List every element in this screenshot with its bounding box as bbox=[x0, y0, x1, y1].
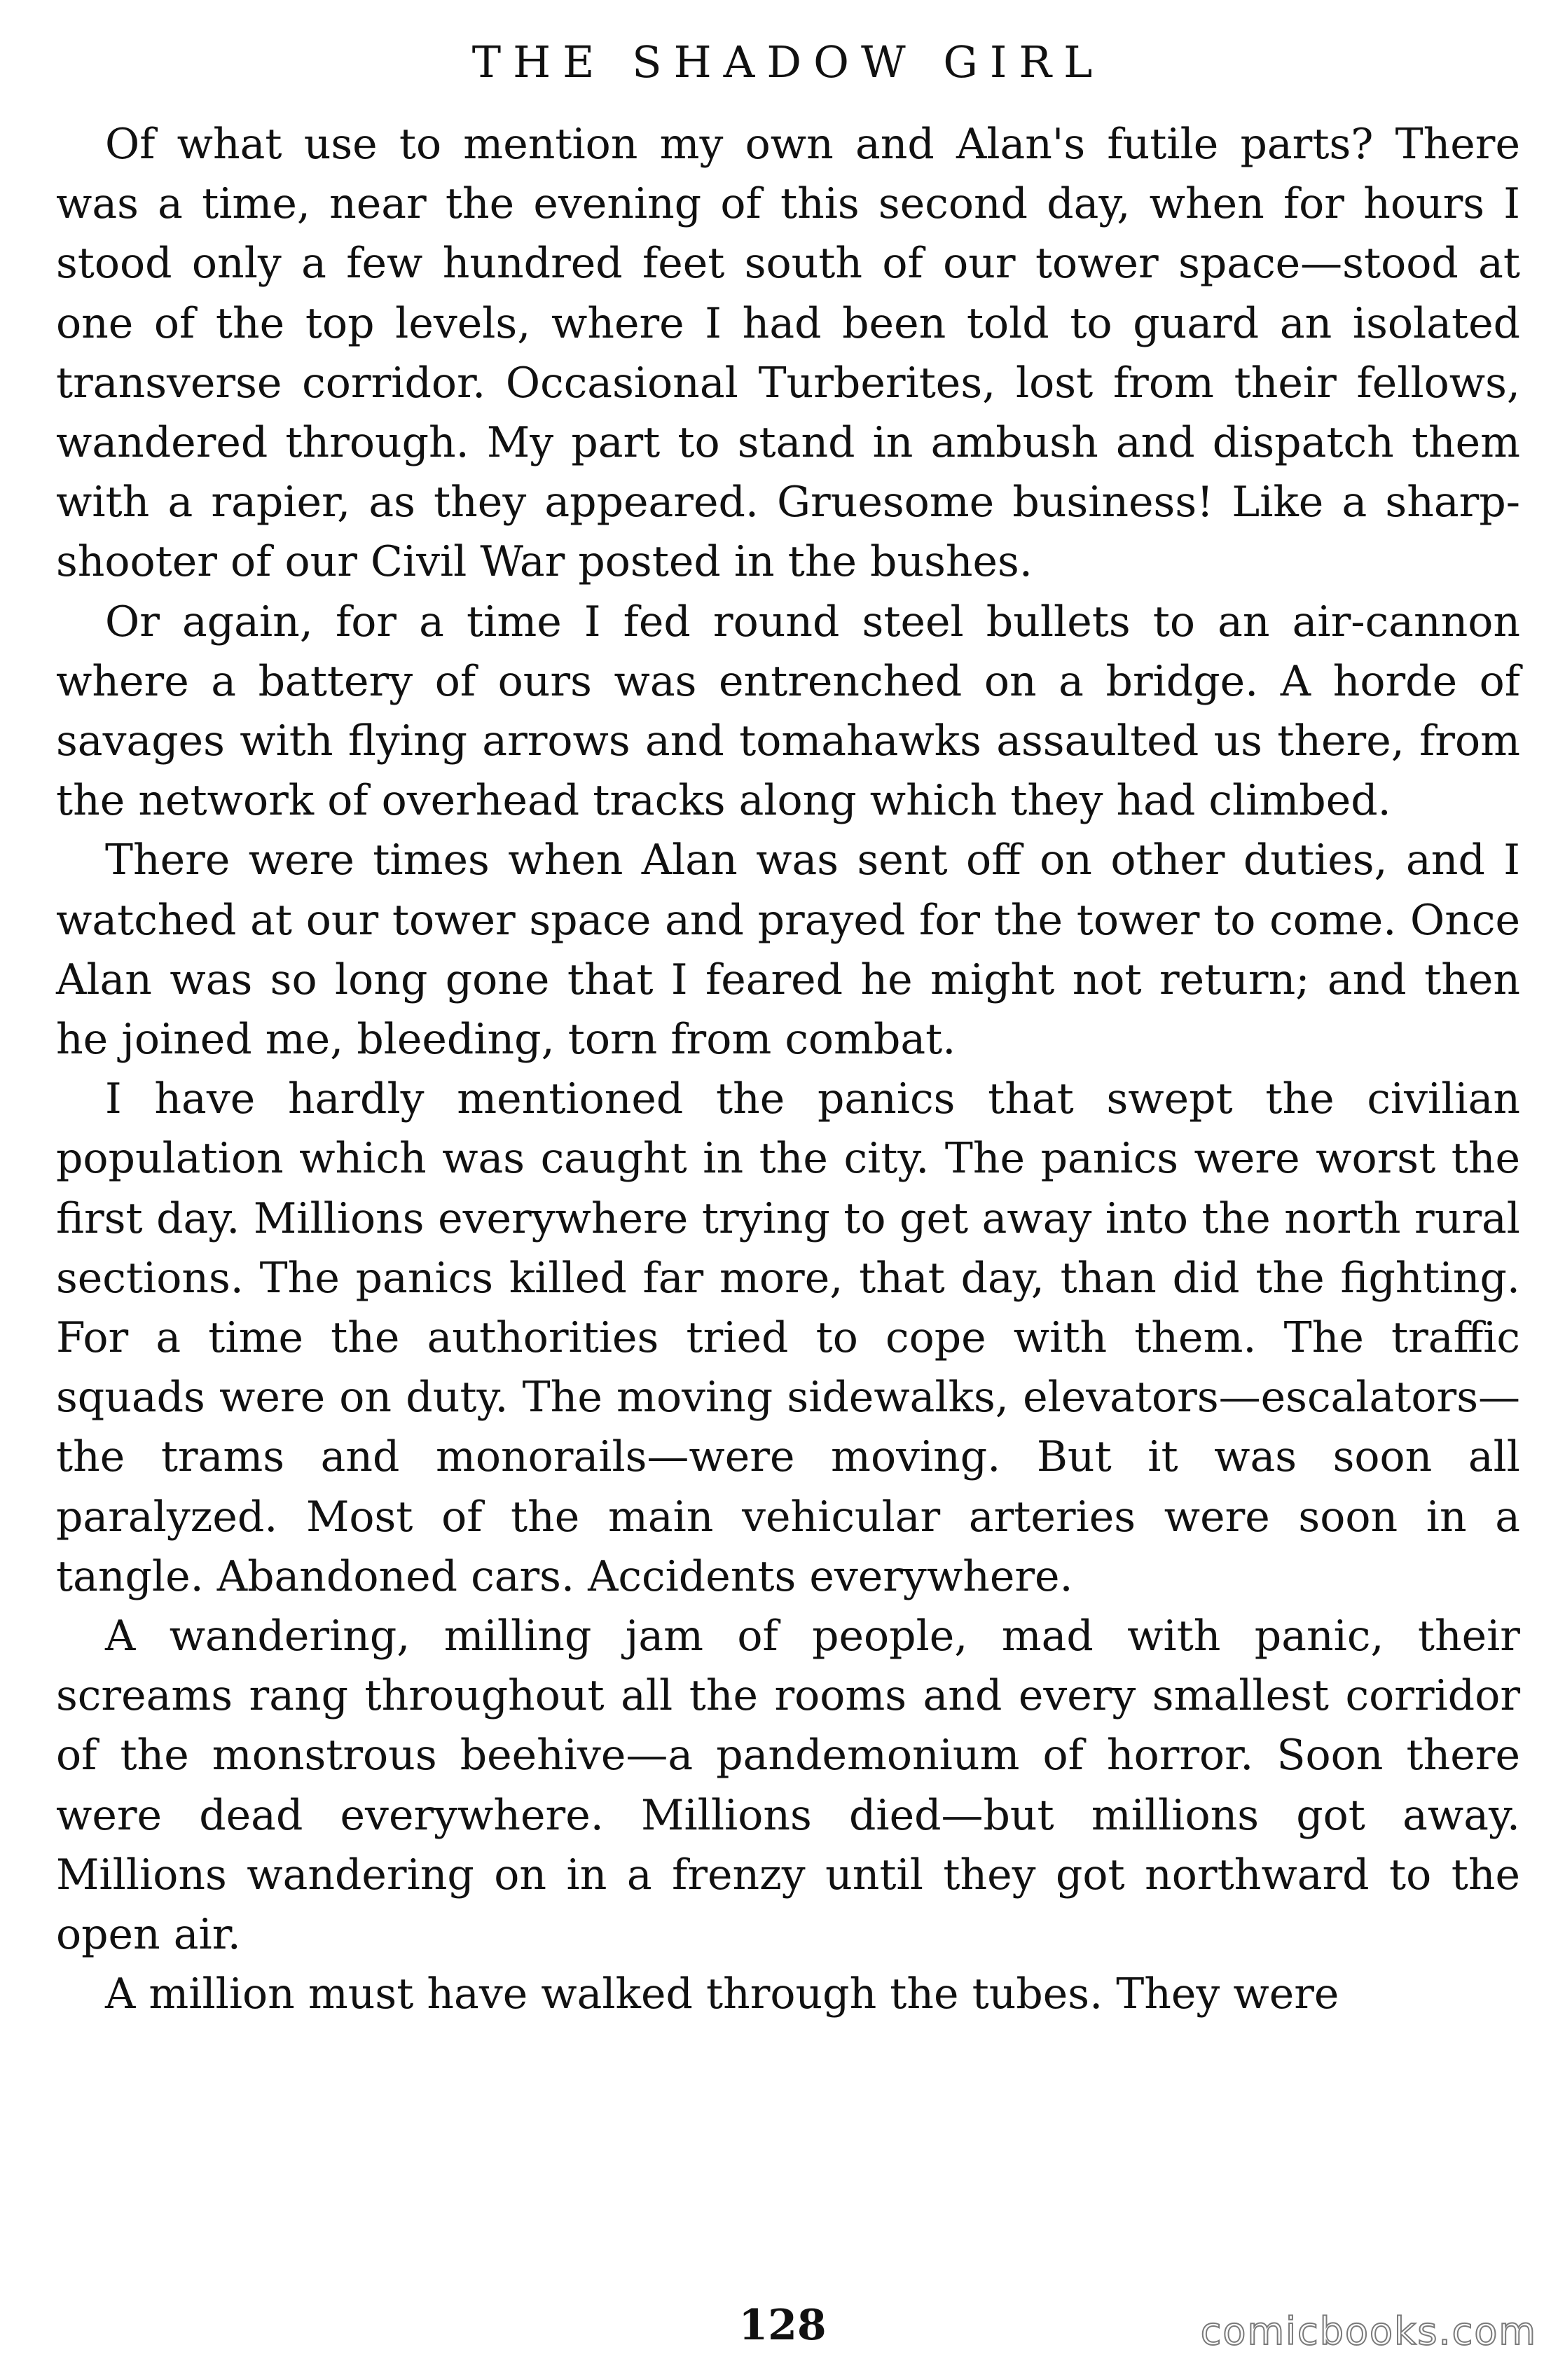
paragraph-4: I have hardly mentioned the panics that swept the civilian population which was caught in the city. The panics were worst the first day. Millions everywhere trying to get away into the north rural sections. The panics killed far more, that day, than did the fighting. For a time the authorities tried to cope with them. The traffic squads were on duty. The moving sidewalks, elevators—escalators—the trams and monorails—were moving. But it was soon all paralyzed. Most of the main vehicular arteries were soon in a tangle. Abandoned cars. Accidents everywhere. bbox=[56, 1074, 1520, 1601]
page-number: 128 bbox=[738, 2301, 827, 2350]
paragraph-2: Or again, for a time I fed round steel bullets to an air-cannon where a battery of ours was entrenched on a bridge. A horde of savages with flying arrows and tomahawks assaulted us there, from the network of overhead tracks along which they had climbed. bbox=[56, 597, 1520, 826]
paragraph-6: A million must have walked through the tubes. They were bbox=[105, 1970, 1339, 2019]
watermark: comicbooks.com bbox=[1200, 2309, 1537, 2353]
book-page bbox=[56, 28, 1520, 2360]
paragraph-3: There were times when Alan was sent off on other duties, and I watched at our tower space and prayed for the tower to come. Once Alan was so long gone that I feared he might not return; and then he joined me, bleeding, torn from combat. bbox=[56, 836, 1520, 1065]
body-text bbox=[56, 115, 1520, 2025]
paragraph-1: Of what use to mention my own and Alan's futile parts? There was a time, near the evening of this second day, when for hours I stood only a few hundred feet south of our tower space—stood at one of the top levels, where I had been told to guard an isolated transverse corridor. Occasional Turberites, lost from their fellows, wandered through. My part to stand in ambush and dispatch them with a rapier, as they appeared. Gruesome business! Like a sharp-shooter of our Civil War posted in the bushes. bbox=[56, 120, 1520, 587]
paragraph-5: A wandering, milling jam of people, mad with panic, their screams rang throughout all the rooms and every smallest corridor of the monstrous beehive—a pandemonium of horror. Soon there were dead everywhere. Millions died—but millions got away. Millions wandering on in a frenzy until they got northward to the open air. bbox=[56, 1612, 1520, 1960]
running-head: THE SHADOW GIRL bbox=[471, 36, 1105, 88]
